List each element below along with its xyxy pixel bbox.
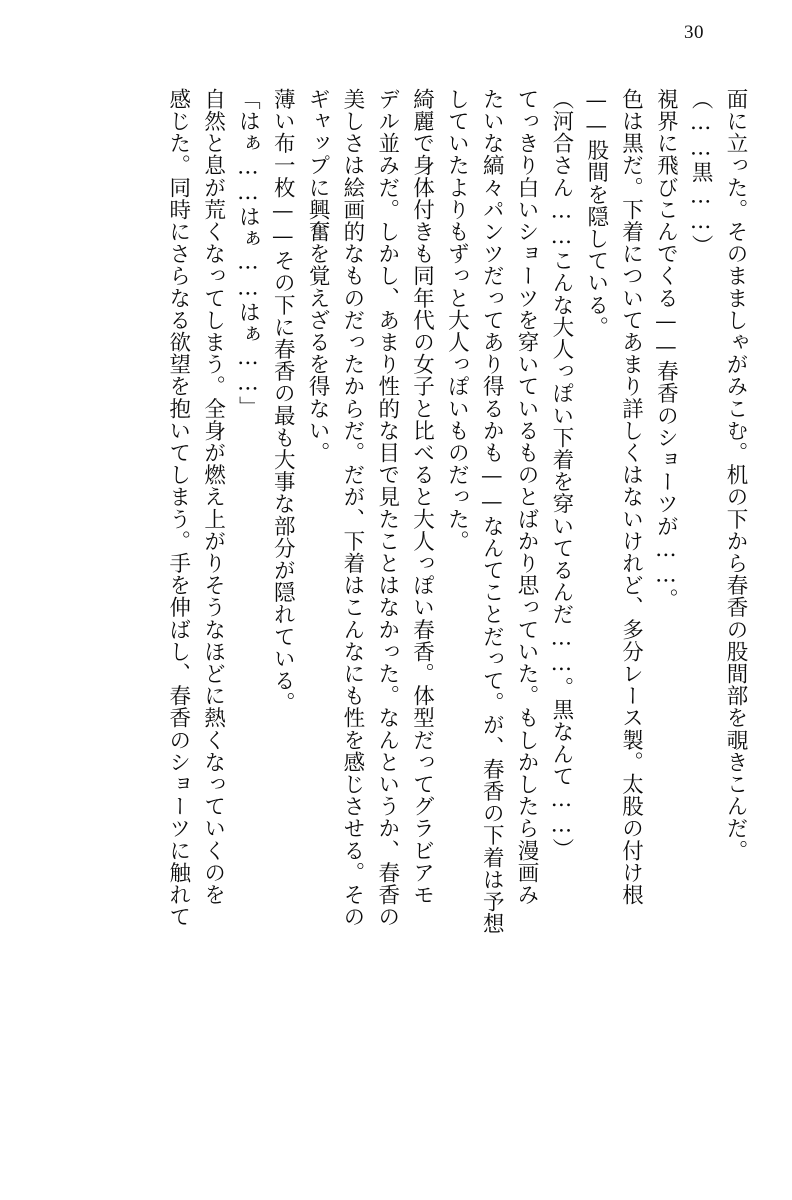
- paragraph: 感じた。同時にさらなる欲望を抱いてしまう。手を伸ばし、春香のショーツに触れて: [165, 88, 191, 928]
- paragraph: たいな縞々パンツだってあり得るかも——なんてことだって。が、春香の下着は予想: [479, 88, 505, 935]
- paragraph: （……黒……）: [688, 88, 714, 257]
- paragraph: ギャップに興奮を覚えざるを得ない。: [305, 88, 331, 464]
- paragraph: ——股間を隠している。: [583, 88, 609, 339]
- paragraph: 美しさは絵画的なものだったからだ。だが、下着はこんなにも性を感じさせる。その: [339, 88, 365, 928]
- paragraph: していたよりもずっと大人っぽいものだった。: [444, 88, 470, 553]
- paragraph: 視界に飛びこんでくる——春香のショーツが……。: [653, 88, 679, 611]
- paragraph: 「はぁ……はぁ……はぁ……」: [235, 88, 261, 419]
- page-number: 30: [684, 22, 704, 43]
- paragraph: てっきり白いショーツを穿いているものとばかり思っていた。もしかしたら漫画み: [514, 88, 540, 906]
- paragraph: デル並みだ。しかし、あまり性的な目で見たことはなかった。なんというか、春香の: [374, 88, 400, 928]
- paragraph: 面に立った。そのまましゃがみこむ。机の下から春香の股間部を覗きこんだ。: [723, 88, 748, 862]
- paragraph: 薄い布一枚——その下に春香の最も大事な部分が隠れている。: [270, 88, 296, 714]
- paragraph: （河合さん……こんな大人っぽい下着を穿いてるんだ……。黒なんて……）: [548, 88, 574, 861]
- paragraph: 色は黒だ。下着についてあまり詳しくはないけれど、多分レース製。太股の付け根: [618, 88, 644, 906]
- paragraph: 綺麗で身体付きも同年代の女子と比べると大人っぽい春香。体型だってグラビアモ: [409, 88, 435, 906]
- paragraph: 自然と息が荒くなってしまう。全身が燃え上がりそうなほどに熱くなっていくのを: [200, 88, 226, 906]
- page-text-body: [40, 88, 752, 1160]
